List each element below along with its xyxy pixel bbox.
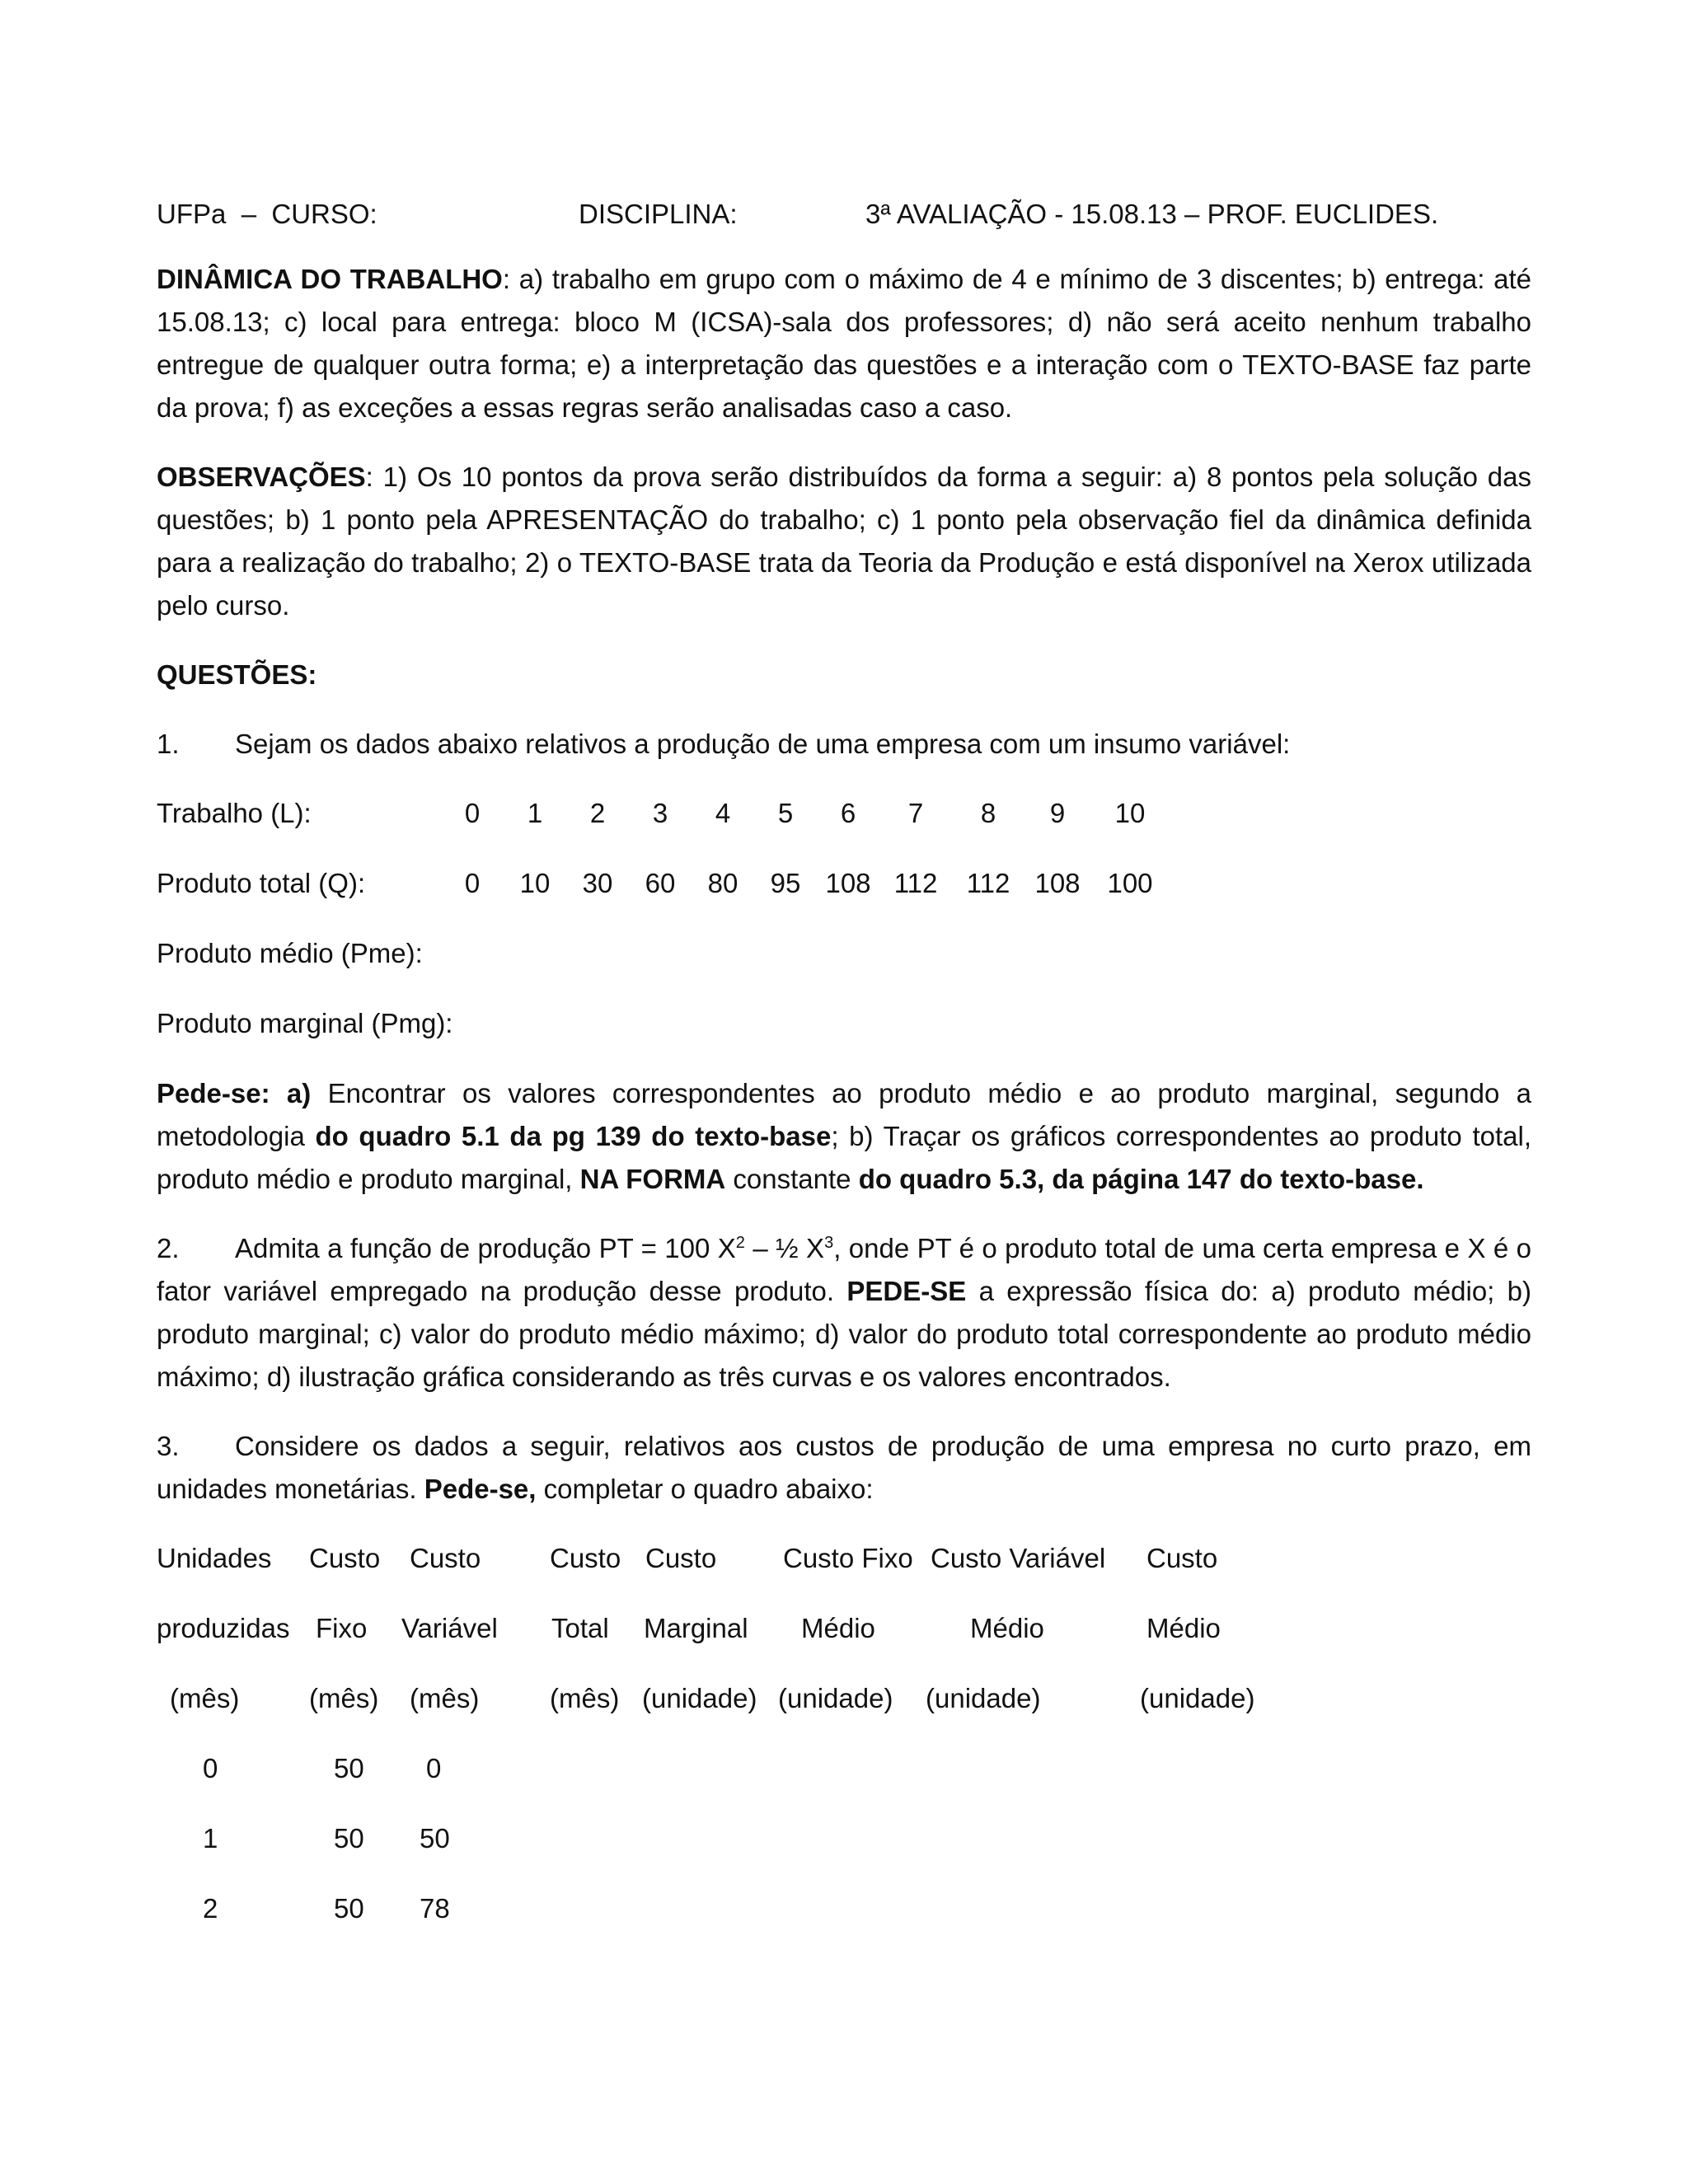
- q3-text: completar o quadro abaixo:: [536, 1474, 874, 1504]
- q2-text: – ½ X: [744, 1233, 825, 1263]
- produto-total-value: 30: [582, 868, 613, 898]
- cost-header-cell: (mês): [170, 1683, 240, 1713]
- cost-variable-cell: 78: [420, 1893, 450, 1924]
- q2-pede-label: PEDE-SE: [846, 1276, 967, 1306]
- produto-total-row: [157, 862, 1531, 905]
- cost-variable-cell: 50: [420, 1823, 450, 1854]
- cost-header-cell: (unidade): [1140, 1683, 1255, 1713]
- trabalho-value: 7: [907, 798, 924, 828]
- trabalho-value: 4: [715, 798, 731, 828]
- q1-statement: [157, 723, 1531, 766]
- cost-header-cell: (unidade): [642, 1683, 757, 1713]
- q1-pede-label: Pede-se: a): [157, 1078, 312, 1108]
- cost-header-cell: Custo Fixo: [783, 1543, 913, 1573]
- cost-header-cell: Total: [551, 1613, 609, 1643]
- produto-total-value: 10: [519, 868, 551, 898]
- trabalho-value: 8: [980, 798, 996, 828]
- produto-total-label: Produto total (Q):: [157, 868, 366, 898]
- header-line: [157, 185, 1531, 243]
- produto-total-value: 60: [645, 868, 676, 898]
- cost-header-row: [157, 1677, 1254, 1747]
- q2-exponent: 2: [735, 1234, 745, 1252]
- cost-header-cell: Marginal: [644, 1613, 748, 1643]
- q1-text: Sejam os dados abaixo relativos a produção de uma empresa com um insumo variável:: [235, 729, 1291, 759]
- trabalho-row: [157, 792, 1531, 835]
- cost-variable-cell: 0: [426, 1753, 442, 1783]
- cost-header-cell: Custo: [1146, 1543, 1218, 1573]
- cost-header-cell: Médio: [970, 1613, 1044, 1643]
- dinamica-label: DINÂMICA DO TRABALHO: [157, 264, 503, 294]
- observacoes-paragraph: [157, 456, 1531, 627]
- produto-total-value: 112: [966, 868, 1010, 898]
- cost-header-cell: Custo: [550, 1543, 621, 1573]
- q1-pede-emph: NA FORMA: [579, 1164, 726, 1194]
- questoes-title: QUESTÕES:: [157, 659, 317, 690]
- cost-header-cell: Variável: [401, 1613, 498, 1643]
- produto-total-value: 112: [893, 868, 938, 898]
- q1-pede-text: Encontrar os valores correspondentes ao produto médio e ao produto marginal, segundo a metodologia: [157, 1078, 1531, 1151]
- trabalho-value: 0: [464, 798, 481, 828]
- produto-total-value: 108: [825, 868, 871, 898]
- observacoes-label: OBSERVAÇÕES: [157, 462, 366, 492]
- trabalho-label: Trabalho (L):: [157, 798, 312, 828]
- q3-paragraph: [157, 1425, 1531, 1511]
- cost-header-cell: (unidade): [778, 1683, 893, 1713]
- q1-pede-ref: do quadro 5.3, da página 147 do texto-base.: [858, 1164, 1424, 1194]
- cost-header-cell: Custo Variável: [931, 1543, 1106, 1573]
- cost-fixed-cell: 50: [334, 1823, 364, 1854]
- document-page: [157, 185, 1531, 1957]
- produto-marginal-label: Produto marginal (Pmg):: [157, 1008, 453, 1038]
- q2-exponent: 3: [824, 1234, 834, 1252]
- cost-header-row: [157, 1537, 1254, 1607]
- q3-text: Considere os dados a seguir, relativos aos custos de produção de uma empresa no curto prazo, em unidades monetárias.: [157, 1431, 1531, 1504]
- cost-data-row: [157, 1747, 1254, 1817]
- cost-header-cell: Médio: [801, 1613, 875, 1643]
- q1-pede-text: constante: [725, 1164, 859, 1194]
- produto-total-value: 0: [464, 868, 481, 898]
- q3-number: 3.: [157, 1431, 180, 1461]
- q2-text: , onde PT é o produto total de uma certa empresa e X é o fator variável empregado na produção desse produto.: [157, 1233, 1532, 1306]
- cost-header-cell: Unidades: [157, 1543, 272, 1573]
- produto-total-value: 108: [1034, 868, 1081, 898]
- cost-header-cell: Médio: [1146, 1613, 1221, 1643]
- cost-header-cell: Custo: [410, 1543, 481, 1573]
- trabalho-value: 1: [527, 798, 543, 828]
- q2-text: a expressão física do: a) produto médio; b) produto marginal; c) valor do produto médio máximo; d) valor do produto total correspondente ao produto médio máximo; d) ilustração gráfica considerando as três curvas e os valores encontrados.: [157, 1276, 1531, 1392]
- header-institution: UFPa – CURSO:: [157, 199, 377, 229]
- trabalho-value: 3: [652, 798, 668, 828]
- cost-table: [157, 1537, 1254, 1957]
- trabalho-value: 5: [777, 798, 794, 828]
- cost-data-row: [157, 1817, 1254, 1887]
- cost-fixed-cell: 50: [334, 1753, 364, 1783]
- produto-total-value: 100: [1107, 868, 1153, 898]
- q1-pede-ref: do quadro 5.1 da pg 139 do texto-base: [315, 1121, 832, 1151]
- produto-total-value: 80: [707, 868, 738, 898]
- cost-header-cell: produzidas: [157, 1613, 290, 1643]
- trabalho-value: 6: [840, 798, 856, 828]
- trabalho-value: 9: [1049, 798, 1066, 828]
- cost-header-cell: (mês): [410, 1683, 480, 1713]
- cost-header-cell: (mês): [309, 1683, 379, 1713]
- q2-text: Admita a função de produção PT = 100 X: [235, 1233, 736, 1263]
- cost-header-row: [157, 1607, 1254, 1677]
- dinamica-text: : a) trabalho em grupo com o máximo de 4 e mínimo de 3 discentes; b) entrega: até 15.08.13; c) local para entrega: bloco M (ICSA)-sala dos professores; d) não será aceito nenhum trabalho entregue de qualquer outra forma; e) a interpretação das questões e a interação com o TEXTO-BASE faz parte da prova; f) as exceções a essas regras serão analisadas caso a caso.: [157, 264, 1531, 423]
- header-evaluation: 3ª AVALIAÇÃO - 15.08.13 – PROF. EUCLIDES.: [865, 199, 1439, 229]
- trabalho-value: 10: [1114, 798, 1146, 828]
- cost-data-row: [157, 1887, 1254, 1957]
- dinamica-paragraph: [157, 258, 1531, 429]
- q2-paragraph: [157, 1227, 1531, 1399]
- cost-units-cell: 1: [203, 1823, 218, 1854]
- produto-medio-label: Produto médio (Pme):: [157, 938, 423, 968]
- cost-header-cell: (mês): [550, 1683, 620, 1713]
- cost-fixed-cell: 50: [334, 1893, 364, 1924]
- cost-header-cell: Custo: [645, 1543, 717, 1573]
- q1-pede-paragraph: [157, 1072, 1531, 1201]
- cost-units-cell: 0: [203, 1753, 218, 1783]
- cost-header-cell: (unidade): [926, 1683, 1041, 1713]
- observacoes-text: : 1) Os 10 pontos da prova serão distribuídos da forma a seguir: a) 8 pontos pela solução das questões; b) 1 ponto pela APRESENTAÇÃO do trabalho; c) 1 ponto pela observação fiel da dinâmica definida para a realização do trabalho; 2) o TEXTO-BASE trata da Teoria da Produção e está disponível na Xerox utilizada pelo curso.: [157, 462, 1531, 621]
- q3-pede-label: Pede-se,: [424, 1474, 537, 1504]
- q1-number: 1.: [157, 729, 180, 759]
- header-discipline: DISCIPLINA:: [579, 199, 738, 229]
- q2-number: 2.: [157, 1233, 180, 1263]
- cost-units-cell: 2: [203, 1893, 218, 1924]
- trabalho-value: 2: [589, 798, 606, 828]
- produto-total-value: 95: [770, 868, 801, 898]
- cost-header-cell: Fixo: [316, 1613, 368, 1643]
- cost-header-cell: Custo: [309, 1543, 381, 1573]
- q1-pede-text: ; b) Traçar os gráficos correspondentes ao produto total, produto médio e produto marginal,: [157, 1121, 1531, 1194]
